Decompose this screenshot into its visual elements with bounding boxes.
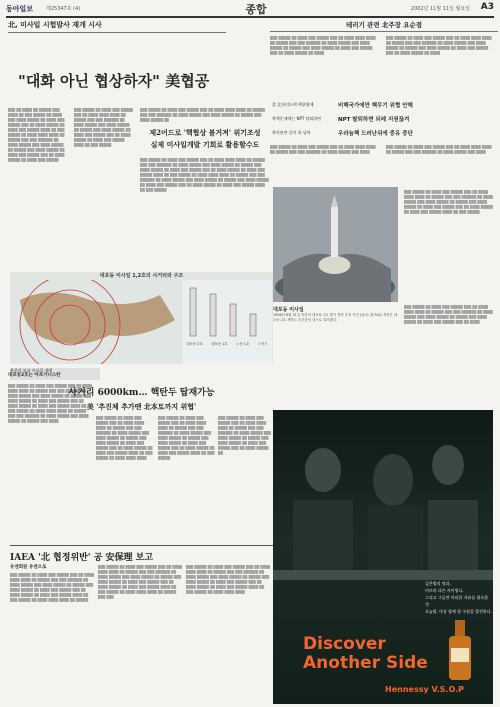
ad-line: 오늘밤, 마상 함께 할 구원을 발견하다.: [425, 609, 492, 614]
bullet-row: [272, 98, 496, 112]
subhead-1: 제2어드로 '핵협상 볼거져' 위기조성: [149, 128, 261, 137]
body-text-column: ▒▒▒ ▒▒▒▒▒ ▒▒ ▒▒▒▒ ▒▒▒ ▒▒▒▒▒ ▒▒▒ ▒▒ ▒▒▒▒ ▒▒▒▒ ▒▒▒▒ ▒▒ ▒▒▒▒▒ ▒▒▒ ▒▒▒ ▒▒▒▒▒▒ ▒▒ ▒▒▒▒ ▒▒▒▒▒ ▒▒▒ ▒▒▒▒ ▒▒▒▒▒ ▒▒ ▒▒▒▒▒ ▒▒▒ ▒▒▒▒ ▒▒▒▒▒ ▒▒ ▒▒▒▒ ▒▒▒ ▒▒▒▒▒ ▒▒▒ ▒▒ ▒▒▒▒ ▒▒▒▒▒ ▒▒ ▒▒▒▒ ▒▒▒ ▒▒▒▒▒ ▒▒▒▒ ▒▒ ▒▒▒ ▒▒▒▒▒ ▒▒ ▒▒▒▒ ▒▒▒▒ ▒▒▒▒ ▒▒ ▒▒▒▒▒ ▒▒▒ ▒▒▒: [98, 565, 183, 599]
kicker: 北, 미사일 시험발사 재개 시사: [8, 20, 226, 33]
map-title: 대포동 미사일 1,2호의 사거리와 구조: [99, 273, 184, 279]
body-text-column: ▒▒▒ ▒▒▒▒▒ ▒▒ ▒▒▒▒ ▒▒▒ ▒▒▒▒▒ ▒▒▒ ▒▒ ▒▒▒▒ ▒▒▒▒ ▒▒▒▒ ▒▒ ▒▒▒▒▒ ▒▒▒ ▒▒▒ ▒▒▒▒▒▒ ▒▒ ▒▒▒▒ ▒▒▒▒▒ ▒▒▒ ▒▒▒▒ ▒▒▒▒▒ ▒▒ ▒▒▒▒▒ ▒▒▒ ▒▒▒▒ ▒▒▒▒▒ ▒▒ ▒▒▒▒ ▒▒▒ ▒▒▒▒▒ ▒▒▒ ▒▒ ▒▒▒▒ ▒▒▒▒▒ ▒▒ ▒▒▒▒: [270, 36, 376, 55]
photo-caption-box: [273, 306, 398, 331]
map-caption: 대포동2호는 아프가니스탄: [8, 373, 61, 378]
bullet-head: 비핵국가에만 핵무기 위협 안해: [338, 103, 413, 109]
missile-label: 노동 1호: [236, 342, 250, 346]
ad-copy: [425, 580, 493, 615]
bullet-head: 우라늄핵 드러난뒤에 중유 중단: [338, 131, 413, 137]
headline: "대화 아닌 협상하자" 美협공: [18, 72, 210, 90]
subhead-2: 실제 미사일개발 기회로 활용할수도: [150, 140, 260, 149]
ad-another: Another Side: [303, 653, 428, 673]
map-infographic: [10, 272, 273, 364]
ad-line: 그리고 그들만 아리한 자유를 위오한 것: [425, 595, 489, 607]
ad-discover: Discover: [303, 634, 386, 654]
body-text-column: ▒▒▒ ▒▒▒▒▒ ▒▒ ▒▒▒▒ ▒▒▒ ▒▒▒▒▒ ▒▒▒ ▒▒ ▒▒▒▒ ▒▒▒▒ ▒▒▒▒ ▒▒ ▒▒▒▒▒ ▒▒▒ ▒▒▒ ▒▒▒▒▒▒ ▒▒ ▒▒▒▒ ▒▒▒▒▒ ▒▒▒ ▒▒▒▒ ▒▒▒▒▒ ▒▒ ▒▒▒▒▒ ▒▒▒ ▒▒▒▒ ▒▒▒▒▒ ▒▒ ▒▒▒▒ ▒▒▒ ▒▒▒▒▒ ▒▒▒ ▒▒ ▒▒▒▒ ▒▒▒▒▒ ▒▒ ▒▒▒▒ ▒▒▒ ▒▒▒▒▒ ▒▒▒▒ ▒▒ ▒▒▒ ▒▒▒▒▒ ▒▒ ▒▒▒▒ ▒▒▒▒ ▒▒▒▒ ▒▒ ▒▒▒▒▒ ▒▒▒ ▒▒▒ ▒▒▒▒▒▒ ▒▒ ▒▒▒▒ ▒▒▒▒▒ ▒▒▒ ▒▒▒▒ ▒▒▒▒▒ ▒▒ ▒▒▒▒▒ ▒▒▒ ▒▒▒▒ ▒▒▒▒▒ ▒▒ ▒▒▒▒ ▒▒▒ ▒▒▒▒▒ ▒▒▒ ▒▒ ▒▒▒▒ ▒▒▒▒▒ ▒▒ ▒▒▒▒ ▒▒▒ ▒▒▒▒▒ ▒▒▒▒ ▒▒ ▒▒▒ ▒▒▒▒▒: [140, 158, 269, 192]
map-graphic: [10, 280, 180, 364]
body-text-column: ▒▒▒ ▒▒▒▒▒ ▒▒ ▒▒▒▒ ▒▒▒ ▒▒▒▒▒ ▒▒▒ ▒▒ ▒▒▒▒ ▒▒▒▒ ▒▒▒▒ ▒▒ ▒▒▒▒▒ ▒▒▒ ▒▒▒ ▒▒▒▒▒▒ ▒▒ ▒▒▒▒ ▒▒▒▒▒ ▒▒▒ ▒▒▒▒ ▒▒▒▒▒ ▒▒ ▒▒▒▒▒ ▒▒▒ ▒▒▒▒ ▒▒▒▒▒ ▒▒ ▒▒▒▒ ▒▒▒ ▒▒▒▒▒ ▒▒▒ ▒▒ ▒▒▒▒ ▒▒▒▒▒ ▒▒ ▒▒▒▒ ▒▒▒ ▒▒▒▒▒ ▒▒▒▒ ▒▒ ▒▒▒ ▒▒▒▒▒: [158, 416, 215, 460]
publication-date: 2002년 11월 11일 월요일: [410, 6, 470, 12]
bullet-row: [272, 112, 496, 126]
missile-diagram: [182, 280, 272, 364]
bullet-head: NPT 탈퇴하면 되레 지원끊겨: [338, 117, 410, 123]
bottle-icon: [445, 620, 475, 680]
body-text-column: ▒▒▒ ▒▒▒▒▒ ▒▒ ▒▒▒▒ ▒▒▒ ▒▒▒▒▒ ▒▒▒ ▒▒ ▒▒▒▒ ▒▒▒▒ ▒▒▒▒ ▒▒ ▒▒▒▒▒ ▒▒▒ ▒▒▒ ▒▒▒▒▒▒ ▒▒ ▒▒▒▒ ▒▒▒▒▒ ▒▒▒ ▒▒▒▒ ▒▒▒▒▒ ▒▒ ▒▒▒▒▒ ▒▒▒ ▒▒▒▒ ▒▒▒▒▒ ▒▒: [140, 108, 265, 122]
newspaper-name: 동아일보: [6, 5, 34, 13]
body-text-column: ▒▒▒ ▒▒▒▒▒ ▒▒ ▒▒▒▒ ▒▒▒ ▒▒▒▒▒ ▒▒▒ ▒▒ ▒▒▒▒ ▒▒▒▒ ▒▒▒▒ ▒▒ ▒▒▒▒▒ ▒▒▒ ▒▒▒ ▒▒▒▒▒▒ ▒▒ ▒▒▒▒ ▒▒▒▒▒ ▒▒▒ ▒▒▒▒ ▒▒▒▒▒ ▒▒ ▒▒▒▒▒ ▒▒▒ ▒▒▒▒ ▒▒▒▒▒ ▒▒ ▒▒▒▒ ▒▒▒ ▒▒▒▒▒ ▒▒▒ ▒▒ ▒▒▒▒ ▒▒▒▒▒ ▒▒: [218, 416, 272, 455]
missile-label: 대포동 2호: [186, 342, 203, 346]
body-text-column: ▒▒▒ ▒▒▒▒▒ ▒▒ ▒▒▒▒ ▒▒▒ ▒▒▒▒▒ ▒▒▒ ▒▒ ▒▒▒▒ ▒▒▒▒ ▒▒▒▒ ▒▒ ▒▒▒▒▒ ▒▒▒ ▒▒▒ ▒▒▒▒▒▒ ▒▒ ▒▒▒▒ ▒▒▒▒▒ ▒▒▒ ▒▒▒▒ ▒▒▒▒▒ ▒▒ ▒▒▒▒▒ ▒▒▒ ▒▒▒▒ ▒▒▒▒▒ ▒▒ ▒▒▒▒ ▒▒▒ ▒▒▒▒▒ ▒▒▒ ▒▒ ▒▒▒▒ ▒▒▒▒▒ ▒▒ ▒▒▒▒ ▒▒▒ ▒▒▒▒▒ ▒▒▒▒ ▒▒ ▒▒▒ ▒▒▒▒▒ ▒▒ ▒▒▒▒ ▒▒▒▒ ▒▒▒▒: [186, 565, 271, 594]
body-text-column: ▒▒▒ ▒▒ ▒▒▒▒ ▒▒ ▒▒▒▒▒ ▒▒▒ ▒▒▒▒ ▒▒ ▒▒▒ ▒▒▒▒▒ ▒▒ ▒▒▒▒ ▒▒▒ ▒▒▒▒ ▒▒▒▒▒ ▒▒ ▒▒▒▒ ▒▒▒ ▒▒▒▒▒ ▒▒▒ ▒▒ ▒▒▒▒ ▒▒▒▒▒ ▒▒ ▒▒▒▒ ▒▒▒ ▒▒▒▒▒ ▒▒▒▒ ▒▒ ▒▒▒ ▒▒▒▒▒ ▒▒ ▒▒▒▒ ▒▒▒▒ ▒▒▒▒ ▒▒ ▒▒▒▒▒ ▒▒▒ ▒▒▒ ▒▒▒▒▒▒ ▒▒ ▒▒▒▒ ▒▒▒▒▒ ▒▒▒ ▒▒▒▒ ▒▒▒▒▒ ▒▒ ▒▒▒▒▒ ▒▒▒ ▒▒▒▒ ▒▒▒▒▒ ▒▒ ▒▒▒▒ ▒▒▒ ▒▒▒▒▒ ▒▒▒ ▒▒ ▒▒▒▒ ▒▒▒▒▒ ▒▒ ▒▒▒▒ ▒▒▒ ▒▒▒▒▒: [8, 108, 65, 162]
body-text-column: ▒▒▒ ▒▒▒▒▒ ▒▒ ▒▒▒▒ ▒▒▒ ▒▒▒▒▒ ▒▒▒ ▒▒ ▒▒▒▒ ▒▒▒▒ ▒▒▒▒ ▒▒ ▒▒▒▒▒ ▒▒▒ ▒▒▒ ▒▒▒▒▒▒ ▒▒ ▒▒▒▒ ▒▒▒▒▒ ▒▒▒ ▒▒▒▒ ▒▒▒▒▒ ▒▒ ▒▒▒▒▒ ▒▒▒ ▒▒▒▒ ▒▒▒▒▒ ▒▒ ▒▒▒▒ ▒▒▒ ▒▒▒▒▒ ▒▒▒ ▒▒ ▒▒▒▒ ▒▒▒▒▒ ▒▒ ▒▒▒▒ ▒▒▒ ▒▒▒▒▒ ▒▒▒▒ ▒▒ ▒▒▒ ▒▒▒▒▒: [74, 108, 133, 147]
bottom-subhead: 유엔회원 유엔으로: [10, 565, 47, 570]
map-inset-label: 북한의 보유 미사일 제원: [10, 368, 53, 373]
body-text-column: ▒▒▒ ▒▒▒▒▒ ▒▒ ▒▒▒▒ ▒▒▒ ▒▒▒▒▒ ▒▒▒ ▒▒ ▒▒▒▒ ▒▒▒▒ ▒▒▒▒ ▒▒ ▒▒▒▒▒ ▒▒▒ ▒▒▒ ▒▒▒▒▒▒ ▒▒ ▒▒▒▒ ▒▒▒▒▒ ▒▒▒ ▒▒▒▒ ▒▒▒▒▒ ▒▒ ▒▒▒▒▒ ▒▒▒ ▒▒▒▒ ▒▒▒▒▒ ▒▒ ▒▒▒▒ ▒▒▒ ▒▒▒▒▒ ▒▒▒ ▒▒ ▒▒▒▒ ▒▒▒▒▒ ▒▒ ▒▒▒▒ ▒▒▒ ▒▒▒▒▒ ▒▒▒▒ ▒▒ ▒▒▒ ▒▒▒▒▒ ▒▒ ▒▒▒▒ ▒▒▒▒ ▒▒▒▒: [96, 416, 153, 460]
bottom-headline: IAEA '北 협정위반' 공 安保理 보고: [10, 553, 154, 563]
bullet-row: [272, 126, 496, 140]
bullet-label: 美 北한의도핵 핵위협에: [272, 102, 314, 107]
bullet-label: 북핵문제에는 NPT 탈퇴하면: [272, 116, 322, 121]
ad-brand: Hennessy V.S.O.P: [385, 685, 464, 694]
missile-sizes-graphic: [182, 280, 272, 340]
photo-caption: 1998년 8월 31일 북한의 대포동 1호 발사 장면 추정 사진 (출처: 美 FAS) 북한은 대포동 2호 개발도 추진중인 것으로 알려졌다.: [273, 313, 398, 322]
body-text-column: ▒▒▒ ▒▒▒▒▒ ▒▒ ▒▒▒▒ ▒▒▒ ▒▒▒▒▒ ▒▒▒ ▒▒ ▒▒▒▒ ▒▒▒▒ ▒▒▒▒ ▒▒ ▒▒▒▒▒ ▒▒▒ ▒▒▒ ▒▒▒▒▒▒ ▒▒ ▒▒▒▒ ▒▒▒▒▒ ▒▒▒ ▒▒▒▒ ▒▒▒▒▒ ▒▒ ▒▒▒▒▒ ▒▒▒ ▒▒▒▒ ▒▒▒▒▒ ▒▒ ▒▒▒▒ ▒▒▒ ▒▒▒▒▒ ▒▒▒ ▒▒ ▒▒▒▒ ▒▒▒▒▒ ▒▒ ▒▒▒▒ ▒▒▒ ▒▒▒▒▒ ▒▒▒▒ ▒▒ ▒▒▒ ▒▒▒▒▒ ▒▒ ▒▒▒▒ ▒▒▒▒ ▒▒▒▒ ▒▒ ▒▒▒▒▒: [10, 573, 95, 602]
mid-headline: 사거리 6000km… 핵탄두 탑재가능: [68, 388, 215, 398]
body-text-column: ▒▒▒ ▒▒▒▒▒ ▒▒ ▒▒▒▒ ▒▒▒ ▒▒▒▒▒ ▒▒▒ ▒▒ ▒▒▒▒ ▒▒▒▒ ▒▒▒▒ ▒▒ ▒▒▒▒▒ ▒▒▒ ▒▒▒ ▒▒▒▒▒▒ ▒▒ ▒▒▒▒ ▒▒▒▒▒ ▒▒▒ ▒▒▒▒: [270, 145, 376, 154]
divider: [10, 545, 273, 546]
hennessy-ad: [273, 410, 493, 704]
right-bullets: [272, 98, 496, 140]
missile-photo: [273, 187, 398, 302]
body-text-column: ▒▒▒ ▒▒▒▒▒ ▒▒ ▒▒▒▒ ▒▒▒ ▒▒▒▒▒ ▒▒▒ ▒▒ ▒▒▒▒ ▒▒▒▒ ▒▒▒▒ ▒▒ ▒▒▒▒▒ ▒▒▒ ▒▒▒ ▒▒▒▒▒▒ ▒▒ ▒▒▒▒ ▒▒▒▒▒ ▒▒▒ ▒▒▒▒ ▒▒▒▒▒ ▒▒ ▒▒▒▒▒ ▒▒▒ ▒▒▒▒ ▒▒▒▒▒ ▒▒ ▒▒▒▒ ▒▒▒ ▒▒▒▒▒ ▒▒▒ ▒▒ ▒▒▒▒ ▒▒▒▒▒ ▒▒ ▒▒▒▒ ▒▒▒ ▒▒▒▒▒ ▒▒▒▒ ▒▒ ▒▒▒ ▒▒▒▒▒ ▒▒ ▒▒▒▒ ▒▒▒▒ ▒▒▒▒ ▒▒ ▒▒▒▒▒ ▒▒▒ ▒▒▒ ▒▒▒▒▒▒ ▒▒ ▒▒▒▒ ▒▒▒▒▒ ▒▒▒ ▒▒▒▒ ▒▒▒▒▒ ▒▒ ▒▒▒▒▒ ▒▒▒ ▒▒▒▒: [8, 384, 93, 423]
body-text-column: ▒▒▒ ▒▒▒▒▒ ▒▒ ▒▒▒▒ ▒▒▒ ▒▒▒▒▒ ▒▒▒ ▒▒ ▒▒▒▒ ▒▒▒▒ ▒▒▒▒ ▒▒ ▒▒▒▒▒ ▒▒▒ ▒▒▒ ▒▒▒▒▒▒ ▒▒ ▒▒▒▒ ▒▒▒▒▒ ▒▒▒ ▒▒▒▒ ▒▒▒▒▒ ▒▒ ▒▒▒▒▒ ▒▒▒ ▒▒▒▒ ▒▒▒▒▒ ▒▒ ▒▒▒▒ ▒▒▒ ▒▒▒▒▒ ▒▒▒ ▒▒ ▒▒▒▒: [404, 305, 493, 324]
missile-label: 스커드: [257, 342, 268, 346]
missile-labels: [182, 341, 272, 346]
right-section-title: 테러기 관련 北주장 요순점: [270, 20, 498, 32]
body-text-column: ▒▒▒ ▒▒▒▒▒ ▒▒ ▒▒▒▒ ▒▒▒ ▒▒▒▒▒ ▒▒▒ ▒▒ ▒▒▒▒ ▒▒▒▒ ▒▒▒▒ ▒▒ ▒▒▒▒▒ ▒▒▒ ▒▒▒ ▒▒▒▒▒▒ ▒▒ ▒▒▒▒ ▒▒▒▒▒ ▒▒▒ ▒▒▒▒: [386, 145, 492, 154]
missile-photo-image: [273, 187, 398, 302]
body-text-column: ▒▒▒ ▒▒▒▒▒ ▒▒ ▒▒▒▒ ▒▒▒ ▒▒▒▒▒ ▒▒▒ ▒▒ ▒▒▒▒ ▒▒▒▒ ▒▒▒▒ ▒▒ ▒▒▒▒▒ ▒▒▒ ▒▒▒ ▒▒▒▒▒▒ ▒▒ ▒▒▒▒ ▒▒▒▒▒ ▒▒▒ ▒▒▒▒ ▒▒▒▒▒ ▒▒ ▒▒▒▒▒ ▒▒▒ ▒▒▒▒ ▒▒▒▒▒ ▒▒ ▒▒▒▒ ▒▒▒ ▒▒▒▒▒ ▒▒▒ ▒▒ ▒▒▒▒ ▒▒▒▒▒ ▒▒ ▒▒▒▒ ▒▒▒ ▒▒▒▒▒ ▒▒▒▒ ▒▒ ▒▒▒ ▒▒▒▒▒: [404, 190, 493, 214]
mid-subhead: 美 '추진체 추가땐 北本토까지 위협': [86, 402, 197, 411]
page-number: A3: [480, 2, 494, 12]
ad-line: 깊은밤의 멋과,: [425, 581, 451, 586]
issue-number: 제25347호 (4): [46, 6, 81, 12]
bullet-label: 북미관련 플아 하 남북: [272, 130, 311, 135]
ad-line: 미르의 다른 사이영니.: [425, 588, 464, 593]
photo-title: 대포동 미사일: [273, 307, 304, 313]
section-title: 종합: [245, 3, 267, 16]
missile-label: 대포동 1호: [211, 342, 228, 346]
body-text-column: ▒▒▒ ▒▒▒▒▒ ▒▒ ▒▒▒▒ ▒▒▒ ▒▒▒▒▒ ▒▒▒ ▒▒ ▒▒▒▒ ▒▒▒▒ ▒▒▒▒ ▒▒ ▒▒▒▒▒ ▒▒▒ ▒▒▒ ▒▒▒▒▒▒ ▒▒ ▒▒▒▒ ▒▒▒▒▒ ▒▒▒ ▒▒▒▒ ▒▒▒▒▒ ▒▒ ▒▒▒▒▒ ▒▒▒ ▒▒▒▒ ▒▒▒▒▒ ▒▒ ▒▒▒▒ ▒▒▒ ▒▒▒▒▒ ▒▒▒ ▒▒ ▒▒▒▒ ▒▒▒▒▒ ▒▒ ▒▒▒▒: [386, 36, 492, 55]
page-header: [6, 0, 494, 18]
